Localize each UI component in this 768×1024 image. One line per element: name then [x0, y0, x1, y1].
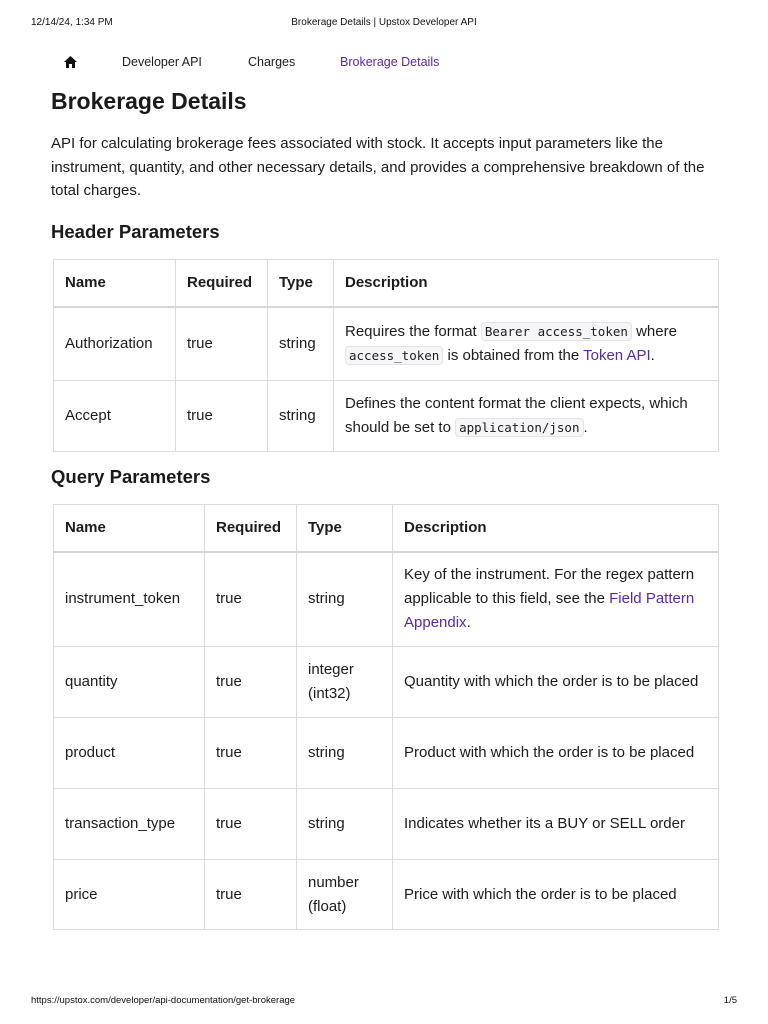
table-row	[54, 789, 719, 860]
print-page-number: 1/5	[723, 995, 737, 1006]
column-header-name: Name	[54, 260, 176, 307]
param-name: Accept	[54, 381, 176, 452]
token-api-link[interactable]: Token API	[583, 346, 651, 364]
column-header-description: Description	[334, 260, 719, 307]
breadcrumb-developer-api[interactable]: Developer API	[122, 55, 202, 69]
desc-text: is obtained from the	[443, 346, 584, 364]
column-header-type: Type	[268, 260, 334, 307]
print-header	[0, 17, 768, 31]
param-description	[334, 381, 719, 452]
header-parameters-table	[53, 259, 719, 452]
param-name: price	[54, 860, 205, 930]
param-required: true	[205, 789, 297, 860]
param-type: string	[268, 307, 334, 381]
table-row	[54, 381, 719, 452]
desc-text: Key of the instrument. For the regex pattern applicable to this field, see the	[404, 566, 695, 608]
param-description: Product with which the order is to be placed	[393, 718, 719, 789]
header-parameters-title: Header Parameters	[51, 221, 220, 242]
print-footer	[0, 995, 768, 1009]
print-datetime: 12/14/24, 1:34 PM	[31, 17, 113, 28]
breadcrumb-brokerage-details[interactable]: Brokerage Details	[340, 55, 440, 69]
table-row	[54, 307, 719, 381]
breadcrumb	[0, 54, 768, 72]
desc-text: Defines the content format the client expects, which should be set to	[345, 395, 688, 436]
param-type: string	[297, 718, 393, 789]
table-header-row	[54, 260, 719, 307]
desc-text: .	[466, 614, 471, 632]
desc-text: where	[631, 322, 677, 340]
param-name: quantity	[54, 647, 205, 718]
table-row	[54, 552, 719, 647]
param-description: Indicates whether its a BUY or SELL order	[393, 789, 719, 860]
field-pattern-appendix-link[interactable]: Field Pattern Appendix	[404, 590, 695, 632]
desc-text: .	[650, 346, 655, 364]
param-type: string	[297, 789, 393, 860]
query-parameters-table	[53, 504, 719, 930]
query-parameters-title: Query Parameters	[51, 466, 211, 487]
type-format: (float)	[308, 897, 347, 915]
intro-paragraph: API for calculating brokerage fees associated with stock. It accepts input parameters like the instrument, quantity, and other necessary details, and provides a comprehensive breakdown of the total charges.	[51, 135, 705, 199]
print-page-title: Brokerage Details | Upstox Developer API	[291, 17, 477, 28]
table-row	[54, 718, 719, 789]
breadcrumb-charges[interactable]: Charges	[248, 55, 296, 69]
type-line: number	[308, 873, 359, 891]
code-application-json: application/json	[455, 418, 583, 437]
home-icon[interactable]	[63, 55, 78, 69]
type-line: integer	[308, 661, 354, 678]
type-format: (int32)	[308, 685, 351, 702]
table-header-row	[54, 505, 719, 552]
column-header-type: Type	[297, 505, 393, 552]
param-name: Authorization	[54, 307, 176, 381]
param-description: Price with which the order is to be placed	[393, 860, 719, 930]
column-header-description: Description	[393, 505, 719, 552]
param-description	[334, 307, 719, 381]
param-type	[297, 647, 393, 718]
param-type: string	[268, 381, 334, 452]
param-description	[393, 552, 719, 647]
table-row	[54, 647, 719, 718]
column-header-name: Name	[54, 505, 205, 552]
print-url: https://upstox.com/developer/api-documentation/get-brokerage	[31, 995, 296, 1006]
code-bearer-access-token: Bearer access_token	[481, 322, 632, 341]
desc-text: .	[583, 419, 588, 436]
column-header-required: Required	[176, 260, 268, 307]
param-name: transaction_type	[54, 789, 205, 860]
column-header-required: Required	[205, 505, 297, 552]
param-required: true	[205, 860, 297, 930]
param-required: true	[205, 647, 297, 718]
desc-text: Requires the format	[345, 322, 481, 340]
param-description: Quantity with which the order is to be placed	[393, 647, 719, 718]
code-access-token: access_token	[345, 346, 443, 365]
param-required: true	[176, 381, 268, 452]
param-required: true	[205, 552, 297, 647]
param-name: product	[54, 718, 205, 789]
param-required: true	[176, 307, 268, 381]
param-name: instrument_token	[54, 552, 205, 647]
param-type: string	[297, 552, 393, 647]
page-title: Brokerage Details	[51, 88, 247, 114]
param-type	[297, 860, 393, 930]
table-row	[54, 860, 719, 930]
param-required: true	[205, 718, 297, 789]
